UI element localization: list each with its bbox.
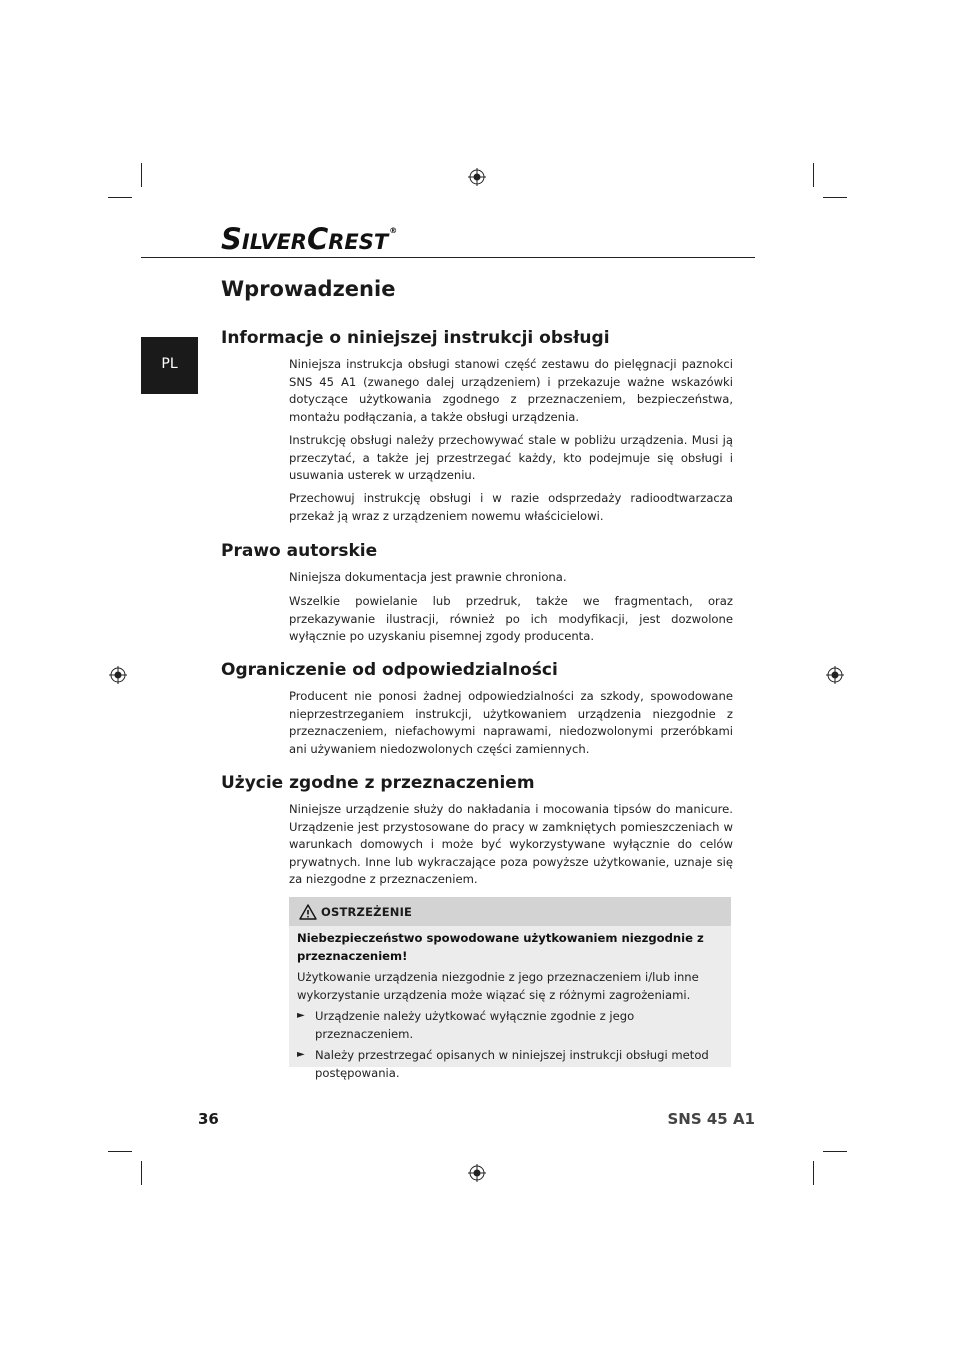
header-rule [141, 257, 755, 258]
warning-triangle-icon [299, 904, 317, 920]
section-heading: Użycie zgodne z przeznaczeniem [221, 773, 535, 793]
section-heading: Informacje o niniejszej instrukcji obsługi [221, 328, 610, 348]
page-number: 36 [198, 1110, 219, 1128]
crop-mark [813, 163, 814, 187]
paragraph: Producent nie ponosi żadnej odpowiedzialności za szkody, spowodowane nieprzestrzeganiem instrukcji, użytkowaniem urządzenia niezgodnie z przeznaczeniem, niefachowymi naprawami, niedozwolonymi przeróbkami ani używaniem niedozwolonych części zamiennych. [289, 689, 733, 756]
warning-text: Użytkowanie urządzenia niezgodnie z jego przeznaczeniem i/lub inne wykorzystanie urządzenia może wiązać się z różnymi zagrożeniami. [297, 970, 699, 1002]
warning-box [289, 897, 731, 1080]
section-heading: Ograniczenie od odpowiedzialności [221, 660, 558, 680]
crop-mark [823, 1151, 847, 1152]
arrow-bullet-icon: ► [297, 1010, 305, 1021]
registration-mark-icon [468, 168, 486, 186]
paragraph: Wszelkie powielanie lub przedruk, także we fragmentach, oraz przekazywanie ilustracji, również po ich modyfikacji, jest dozwolone wyłącznie po uzyskaniu pisemnej zgody producenta. [289, 594, 733, 643]
language-tab-label: PL [161, 356, 178, 372]
crop-mark [108, 197, 132, 198]
warning-title: Niebezpieczeństwo spowodowane użytkowaniem niezgodnie z przeznaczeniem! [297, 931, 704, 963]
paragraph: Instrukcję obsługi należy przechowywać stale w pobliżu urządzenia. Musi ją przeczytać, a także jej przestrzegać każdy, kto podejmuje się obsługi i usuwania usterek w urządzeniu. [289, 433, 733, 482]
logo-letters: ILVER [241, 230, 307, 254]
registered-mark: ® [389, 226, 398, 235]
registration-mark-icon [468, 1164, 486, 1182]
logo-letters: REST [328, 230, 389, 254]
paragraph: Niniejsza dokumentacja jest prawnie chroniona. [289, 570, 567, 584]
registration-mark-icon [826, 666, 844, 684]
registration-mark-icon [109, 666, 127, 684]
arrow-bullet-icon: ► [297, 1049, 305, 1060]
list-item [297, 1007, 723, 1043]
crop-mark [823, 197, 847, 198]
crop-mark [141, 163, 142, 187]
crop-mark [813, 1161, 814, 1185]
list-item [297, 1046, 723, 1082]
model-number: SNS 45 A1 [667, 1110, 755, 1128]
warning-header [289, 897, 731, 926]
warning-label: OSTRZEŻENIE [321, 904, 413, 919]
logo-letter: S [221, 222, 242, 256]
paragraph: Niniejsza instrukcja obsługi stanowi część zestawu do pielęgnacji paznokci SNS 45 A1 (zwanego dalej urządzeniem) i przekazuje ważne wskazówki dotyczące użytkowania zgodnego z przeznaczeniem, bezpieczeństwa, montażu podłączania, a także obsługi urządzenia. [289, 357, 733, 424]
silvercrest-logo [221, 222, 397, 256]
crop-mark [141, 1161, 142, 1185]
list-item-text: Należy przestrzegać opisanych w niniejszej instrukcji obsługi metod postępowania. [315, 1048, 709, 1080]
paragraph: Niniejsze urządzenie służy do nakładania i mocowania tipsów do manicure. Urządzenie jest przystosowane do pracy w zamkniętych pomieszczeniach w warunkach domowych i może być wykorzystywane wyłącznie do celów prywatnych. Inne lub wykraczające poza powyższe użytkowanie, uznaje się za niezgodne z przeznaczeniem. [289, 802, 733, 886]
logo-letter: C [306, 222, 329, 256]
language-tab [141, 337, 198, 394]
page-title: Wprowadzenie [221, 277, 396, 301]
crop-mark [108, 1151, 132, 1152]
list-item-text: Urządzenie należy użytkować wyłącznie zgodnie z jego przeznaczeniem. [315, 1009, 635, 1041]
section-heading: Prawo autorskie [221, 541, 378, 561]
paragraph: Przechowuj instrukcję obsługi i w razie odsprzedaży radioodtwarzacza przekaż ją wraz z urządzeniem nowemu właścicielowi. [289, 491, 733, 523]
